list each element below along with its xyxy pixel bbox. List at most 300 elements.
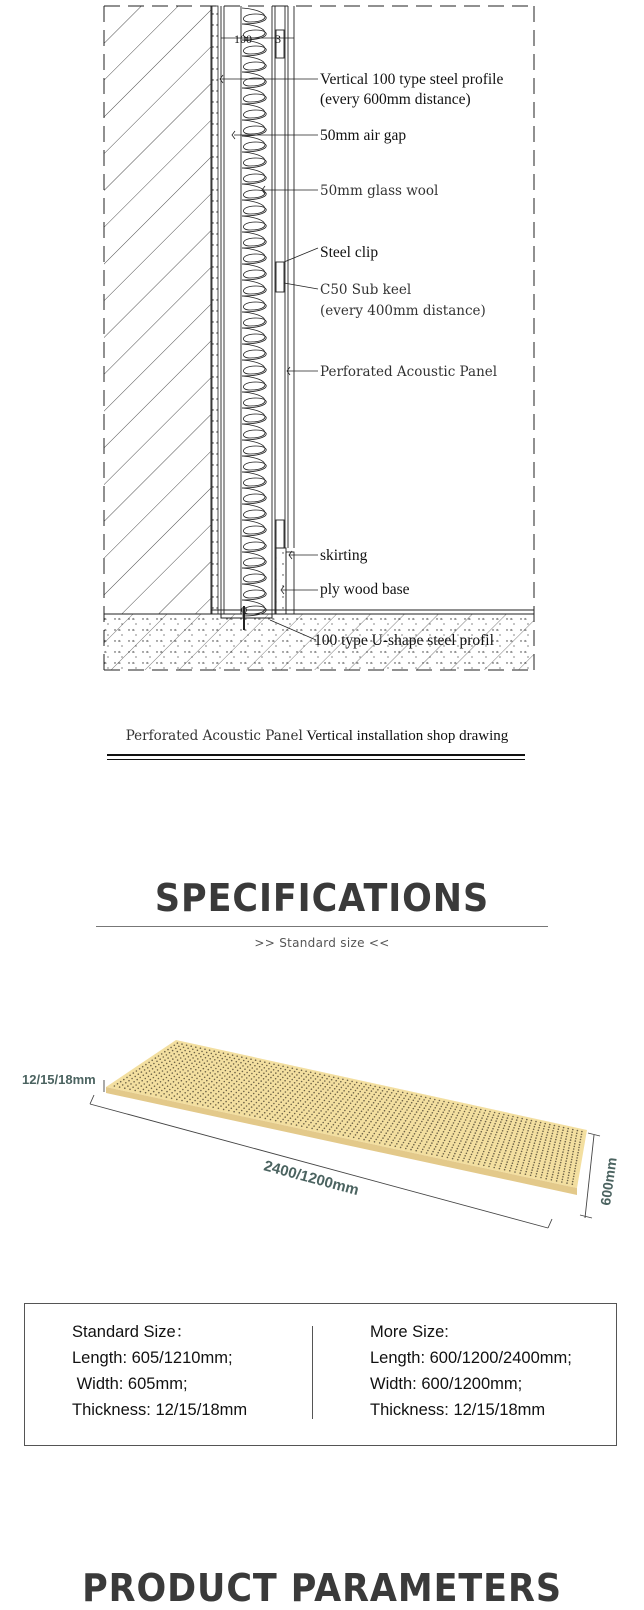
perforation-hole [481, 1117, 483, 1119]
perforation-hole [166, 1096, 168, 1098]
perforation-hole [501, 1119, 503, 1121]
perforation-hole [449, 1141, 451, 1143]
perforation-hole [422, 1149, 424, 1151]
perforation-hole [324, 1119, 326, 1121]
perforation-hole [277, 1081, 279, 1083]
perforation-hole [508, 1115, 510, 1117]
perforation-hole [479, 1111, 481, 1113]
perforation-hole [377, 1128, 379, 1130]
perforation-hole [532, 1167, 534, 1169]
perforation-hole [517, 1131, 519, 1133]
perforation-hole [243, 1079, 245, 1081]
perforation-hole [364, 1092, 366, 1094]
perforation-hole [263, 1073, 265, 1075]
perforation-hole [195, 1069, 197, 1071]
perforation-hole [358, 1129, 360, 1131]
perforation-hole [175, 1084, 177, 1086]
perforation-hole [315, 1123, 317, 1125]
perforation-hole [417, 1148, 419, 1150]
perforation-hole [262, 1114, 264, 1116]
perforation-hole [356, 1095, 358, 1097]
perforation-hole [284, 1080, 286, 1082]
perforation-hole [367, 1117, 369, 1119]
perforation-hole [553, 1147, 555, 1149]
perforation-hole [306, 1093, 308, 1095]
perforation-hole [295, 1119, 297, 1121]
perforation-hole [274, 1108, 276, 1110]
perforation-hole [447, 1113, 449, 1115]
perforation-hole [186, 1053, 188, 1055]
perforation-hole [297, 1116, 299, 1118]
perforation-hole [253, 1087, 255, 1089]
perforation-hole [540, 1177, 542, 1179]
perforation-hole [195, 1055, 197, 1057]
perforation-hole [228, 1082, 230, 1084]
label-steel-clip: Steel clip [320, 244, 379, 261]
perforation-hole [254, 1110, 256, 1112]
perforation-hole [328, 1076, 330, 1078]
perforation-hole [416, 1120, 418, 1122]
perforation-hole [567, 1177, 569, 1179]
perforation-hole [182, 1060, 184, 1062]
perforation-hole [499, 1138, 501, 1140]
perforation-hole [284, 1116, 286, 1118]
perforation-hole [297, 1091, 299, 1093]
perforation-hole [441, 1114, 443, 1116]
perforation-hole [224, 1056, 226, 1058]
perforation-hole [532, 1148, 534, 1150]
perforation-hole [148, 1062, 150, 1064]
perforation-hole [205, 1096, 207, 1098]
perforation-hole [200, 1095, 202, 1097]
perforation-hole [430, 1114, 432, 1116]
perforation-hole [395, 1126, 397, 1128]
perforation-hole [433, 1129, 435, 1131]
perforation-hole [343, 1084, 345, 1086]
perforation-hole [399, 1130, 401, 1132]
perforation-hole [547, 1151, 549, 1153]
perforation-hole [187, 1070, 189, 1072]
perforation-hole [558, 1172, 560, 1174]
perforation-hole [574, 1146, 576, 1148]
perforation-hole [503, 1141, 505, 1143]
perforation-hole [387, 1105, 389, 1107]
perforation-hole [208, 1055, 210, 1057]
perforation-hole [453, 1111, 455, 1113]
perforation-hole [379, 1125, 381, 1127]
perforation-hole [216, 1062, 218, 1064]
perforation-hole [456, 1126, 458, 1128]
perforation-hole [142, 1066, 144, 1068]
perforation-hole [288, 1100, 290, 1102]
perforation-hole [315, 1109, 317, 1111]
perforation-hole [193, 1066, 195, 1068]
perforation-hole [179, 1077, 181, 1079]
perforation-hole [355, 1090, 357, 1092]
perforation-hole [265, 1093, 267, 1095]
perforation-hole [291, 1079, 293, 1081]
perforation-hole [253, 1082, 255, 1084]
perforation-hole [333, 1077, 335, 1079]
perforation-hole [249, 1069, 251, 1071]
perforation-hole [485, 1110, 487, 1112]
perforation-hole [419, 1098, 421, 1100]
perforation-hole [501, 1146, 503, 1148]
perforation-hole [450, 1149, 452, 1151]
perforation-hole [556, 1134, 558, 1136]
perforation-hole [133, 1081, 135, 1083]
perforation-hole [320, 1110, 322, 1112]
perforation-hole [539, 1163, 541, 1165]
perforation-hole [151, 1088, 153, 1090]
perforation-hole [307, 1118, 309, 1120]
perforation-hole [390, 1125, 392, 1127]
perforation-hole [534, 1123, 536, 1125]
perforation-hole [511, 1118, 513, 1120]
perforation-hole [280, 1085, 282, 1087]
perforation-hole [141, 1071, 143, 1073]
perforation-hole [438, 1130, 440, 1132]
perforation-hole [252, 1067, 254, 1069]
perforation-hole [271, 1066, 273, 1068]
perforation-hole [388, 1089, 390, 1091]
perforation-hole [548, 1129, 550, 1131]
perforation-hole [477, 1152, 479, 1154]
perforation-hole [378, 1095, 380, 1097]
perforation-hole [389, 1136, 391, 1138]
perforation-hole [391, 1142, 393, 1144]
perforation-hole [488, 1166, 490, 1168]
perforation-hole [428, 1128, 430, 1130]
perforation-hole [149, 1084, 151, 1086]
perforation-hole [315, 1073, 317, 1075]
perforation-hole [213, 1090, 215, 1092]
perforation-hole [168, 1080, 170, 1082]
perforation-hole [532, 1131, 534, 1133]
perforation-hole [354, 1112, 356, 1114]
perforation-hole [317, 1121, 319, 1123]
perforation-hole [225, 1095, 227, 1097]
perforation-hole [387, 1113, 389, 1115]
perforation-hole [275, 1067, 277, 1069]
perforation-hole [472, 1151, 474, 1153]
perforation-hole [198, 1086, 200, 1088]
perforation-hole [338, 1103, 340, 1105]
perforation-hole [303, 1084, 305, 1086]
perforation-hole [219, 1080, 221, 1082]
perforation-hole [575, 1162, 577, 1164]
perforation-hole [164, 1051, 166, 1053]
perforation-hole [544, 1142, 546, 1144]
perforation-hole [259, 1116, 261, 1118]
perforation-hole [435, 1135, 437, 1137]
perforation-hole [275, 1100, 277, 1102]
perforation-hole [504, 1139, 506, 1141]
perforation-hole [352, 1122, 354, 1124]
perforation-hole [362, 1125, 364, 1127]
perforation-hole [533, 1164, 535, 1166]
perforation-hole [266, 1065, 268, 1067]
perforation-hole [379, 1117, 381, 1119]
perforation-hole [389, 1144, 391, 1146]
perforation-hole [570, 1139, 572, 1141]
perforation-hole [322, 1122, 324, 1124]
perforation-hole [568, 1150, 570, 1152]
perforation-hole [224, 1075, 226, 1077]
perforation-hole [197, 1072, 199, 1074]
perforation-hole [459, 1132, 461, 1134]
perforation-hole [266, 1104, 268, 1106]
perforation-hole [347, 1099, 349, 1101]
perforation-hole [251, 1084, 253, 1086]
perforation-hole [296, 1080, 298, 1082]
perforation-hole [207, 1105, 209, 1107]
perforation-hole [469, 1159, 471, 1161]
perforation-hole [301, 1112, 303, 1114]
perforation-hole [486, 1118, 488, 1120]
perforation-hole [322, 1088, 324, 1090]
perforation-hole [133, 1072, 135, 1074]
perforation-hole [276, 1106, 278, 1108]
perforation-hole [396, 1143, 398, 1145]
standard-size-length: Length: 605/1210mm; [72, 1349, 233, 1367]
perforation-hole [384, 1127, 386, 1129]
perforation-hole [515, 1122, 517, 1124]
perforation-hole [287, 1083, 289, 1085]
perforation-hole [379, 1109, 381, 1111]
perforation-hole [171, 1078, 173, 1080]
dimension-100: 100 [234, 32, 252, 46]
perforation-hole [413, 1108, 415, 1110]
perforation-hole [425, 1097, 427, 1099]
perforation-hole [279, 1115, 281, 1117]
perforation-hole [502, 1130, 504, 1132]
perforation-hole [489, 1163, 491, 1165]
perforation-hole [436, 1132, 438, 1134]
perforation-hole [177, 1088, 179, 1090]
perforation-hole [398, 1121, 400, 1123]
perforation-hole [198, 1081, 200, 1083]
perforation-hole [209, 1058, 211, 1060]
perforation-hole [462, 1160, 464, 1162]
perforation-hole [553, 1171, 555, 1173]
perforation-hole [243, 1091, 245, 1093]
perforation-hole [472, 1115, 474, 1117]
perforation-hole [202, 1059, 204, 1061]
perforation-hole [514, 1155, 516, 1157]
perforation-hole [310, 1102, 312, 1104]
perforation-hole [336, 1086, 338, 1088]
perforation-hole [305, 1076, 307, 1078]
perforation-hole [356, 1109, 358, 1111]
perforation-hole [181, 1043, 183, 1045]
perforation-hole [468, 1112, 470, 1114]
perforation-hole [241, 1076, 243, 1078]
perforation-hole [560, 1159, 562, 1161]
perforation-hole [204, 1048, 206, 1050]
perforation-hole [355, 1126, 357, 1128]
perforation-hole [570, 1164, 572, 1166]
perforation-hole [480, 1109, 482, 1111]
glass-wool-loop [242, 216, 266, 232]
perforation-hole [248, 1092, 250, 1094]
perforation-hole [478, 1136, 480, 1138]
perforation-hole [518, 1142, 520, 1144]
perforation-hole [339, 1089, 341, 1091]
perforation-hole [478, 1150, 480, 1152]
perforation-hole [408, 1143, 410, 1145]
perforation-hole [360, 1105, 362, 1107]
perforation-hole [451, 1125, 453, 1127]
perforation-hole [416, 1139, 418, 1141]
perforation-hole [507, 1117, 509, 1119]
perforation-hole [486, 1129, 488, 1131]
perforation-hole [388, 1097, 390, 1099]
perforation-hole [339, 1095, 341, 1097]
perforation-hole [409, 1113, 411, 1115]
perforation-hole [351, 1081, 353, 1083]
perforation-hole [375, 1100, 377, 1102]
perforation-hole [253, 1076, 255, 1078]
perforation-hole [539, 1144, 541, 1146]
perforation-hole [150, 1065, 152, 1067]
perforation-hole [348, 1127, 350, 1129]
perforation-hole [420, 1104, 422, 1106]
perforation-hole [500, 1149, 502, 1151]
perforation-hole [215, 1104, 217, 1106]
perforation-hole [392, 1131, 394, 1133]
perforation-hole [418, 1145, 420, 1147]
perforation-hole [520, 1170, 522, 1172]
perforation-hole [270, 1119, 272, 1121]
perforation-hole [543, 1166, 545, 1168]
perforation-hole [185, 1086, 187, 1088]
perforation-hole [378, 1103, 380, 1105]
perforation-hole [521, 1134, 523, 1136]
perforation-hole [241, 1110, 243, 1112]
perforation-hole [403, 1114, 405, 1116]
perforation-hole [263, 1078, 265, 1080]
perforation-hole [398, 1141, 400, 1143]
label-sub-keel-spacing: (every 400mm distance) [320, 303, 486, 319]
perforation-hole [313, 1092, 315, 1094]
perforation-hole [323, 1114, 325, 1116]
perforation-hole [531, 1172, 533, 1174]
perforation-hole [556, 1136, 558, 1138]
perforation-hole [575, 1165, 577, 1167]
perforation-hole [315, 1078, 317, 1080]
perforation-hole [458, 1156, 460, 1158]
perforation-hole [547, 1132, 549, 1134]
perforation-hole [525, 1138, 527, 1140]
perforation-hole [125, 1082, 127, 1084]
perforation-hole [369, 1140, 371, 1142]
perforation-hole [174, 1062, 176, 1064]
thickness-label: 12/15/18mm [22, 1072, 96, 1087]
perforation-hole [136, 1079, 138, 1081]
perforation-hole [562, 1132, 564, 1134]
perforation-hole [530, 1175, 532, 1177]
perforation-hole [470, 1131, 472, 1133]
perforation-hole [403, 1098, 405, 1100]
perforation-hole [516, 1166, 518, 1168]
perforation-hole [347, 1080, 349, 1082]
perforation-hole [304, 1115, 306, 1117]
perforation-hole [407, 1093, 409, 1095]
perforation-hole [547, 1173, 549, 1175]
perforation-hole [484, 1162, 486, 1164]
perforation-hole [431, 1104, 433, 1106]
perforation-hole [288, 1106, 290, 1108]
perforation-hole [156, 1061, 158, 1063]
perforation-hole [292, 1096, 294, 1098]
perforation-hole [470, 1120, 472, 1122]
perforation-hole [412, 1127, 414, 1129]
perforation-hole [326, 1125, 328, 1127]
perforation-hole [372, 1096, 374, 1098]
perforation-hole [286, 1108, 288, 1110]
perforation-hole [253, 1104, 255, 1106]
perforation-hole [472, 1137, 474, 1139]
perforation-hole [183, 1055, 185, 1057]
perforation-hole [387, 1130, 389, 1132]
perforation-hole [159, 1087, 161, 1089]
perforation-hole [244, 1113, 246, 1115]
perforation-hole [317, 1082, 319, 1084]
perforation-hole [393, 1120, 395, 1122]
perforation-hole [235, 1097, 237, 1099]
perforation-hole [193, 1080, 195, 1082]
perforation-hole [394, 1137, 396, 1139]
perforation-hole [402, 1117, 404, 1119]
perforation-hole [412, 1135, 414, 1137]
perforation-hole [541, 1152, 543, 1154]
perforation-hole [527, 1166, 529, 1168]
perforation-hole [418, 1117, 420, 1119]
perforation-hole [546, 1137, 548, 1139]
perforation-hole [361, 1088, 363, 1090]
perforation-hole [236, 1086, 238, 1088]
perforation-hole [469, 1134, 471, 1136]
perforation-hole [265, 1081, 267, 1083]
perforation-hole [410, 1130, 412, 1132]
perforation-hole [260, 1080, 262, 1082]
perforation-hole [535, 1156, 537, 1158]
perforation-hole [240, 1062, 242, 1064]
perforation-hole [201, 1051, 203, 1053]
perforation-hole [397, 1116, 399, 1118]
perforation-hole [160, 1095, 162, 1097]
perforation-hole [451, 1105, 453, 1107]
perforation-hole [144, 1083, 146, 1085]
perforation-hole [134, 1090, 136, 1092]
perforation-hole [223, 1109, 225, 1111]
perforation-hole [392, 1123, 394, 1125]
perforation-hole [577, 1155, 579, 1157]
perforation-hole [563, 1173, 565, 1175]
perforation-hole [502, 1116, 504, 1118]
perforation-hole [284, 1074, 286, 1076]
perforation-hole [561, 1135, 563, 1137]
perforation-hole [298, 1072, 300, 1074]
perforation-hole [383, 1096, 385, 1098]
perforation-hole [451, 1116, 453, 1118]
perforation-hole [250, 1089, 252, 1091]
perforation-hole [413, 1100, 415, 1102]
perforation-hole [204, 1062, 206, 1064]
perforation-hole [443, 1101, 445, 1103]
perforation-hole [211, 1053, 213, 1055]
